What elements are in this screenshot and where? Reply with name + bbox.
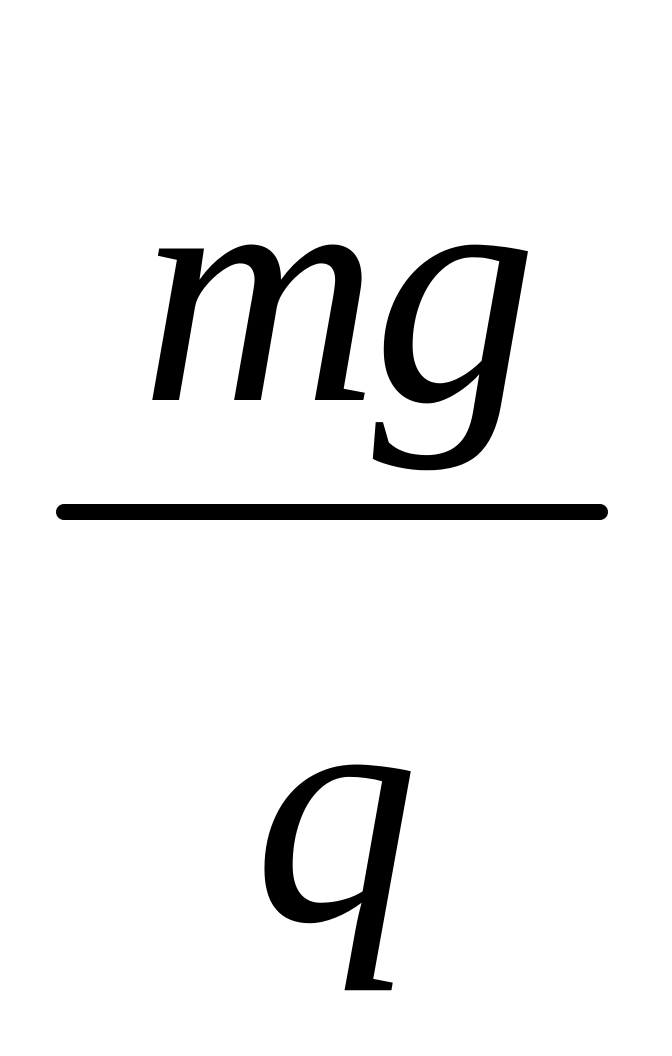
fraction-numerator: mg [140, 107, 532, 472]
fraction-denominator: q [253, 627, 419, 992]
fraction-bar [56, 504, 608, 520]
